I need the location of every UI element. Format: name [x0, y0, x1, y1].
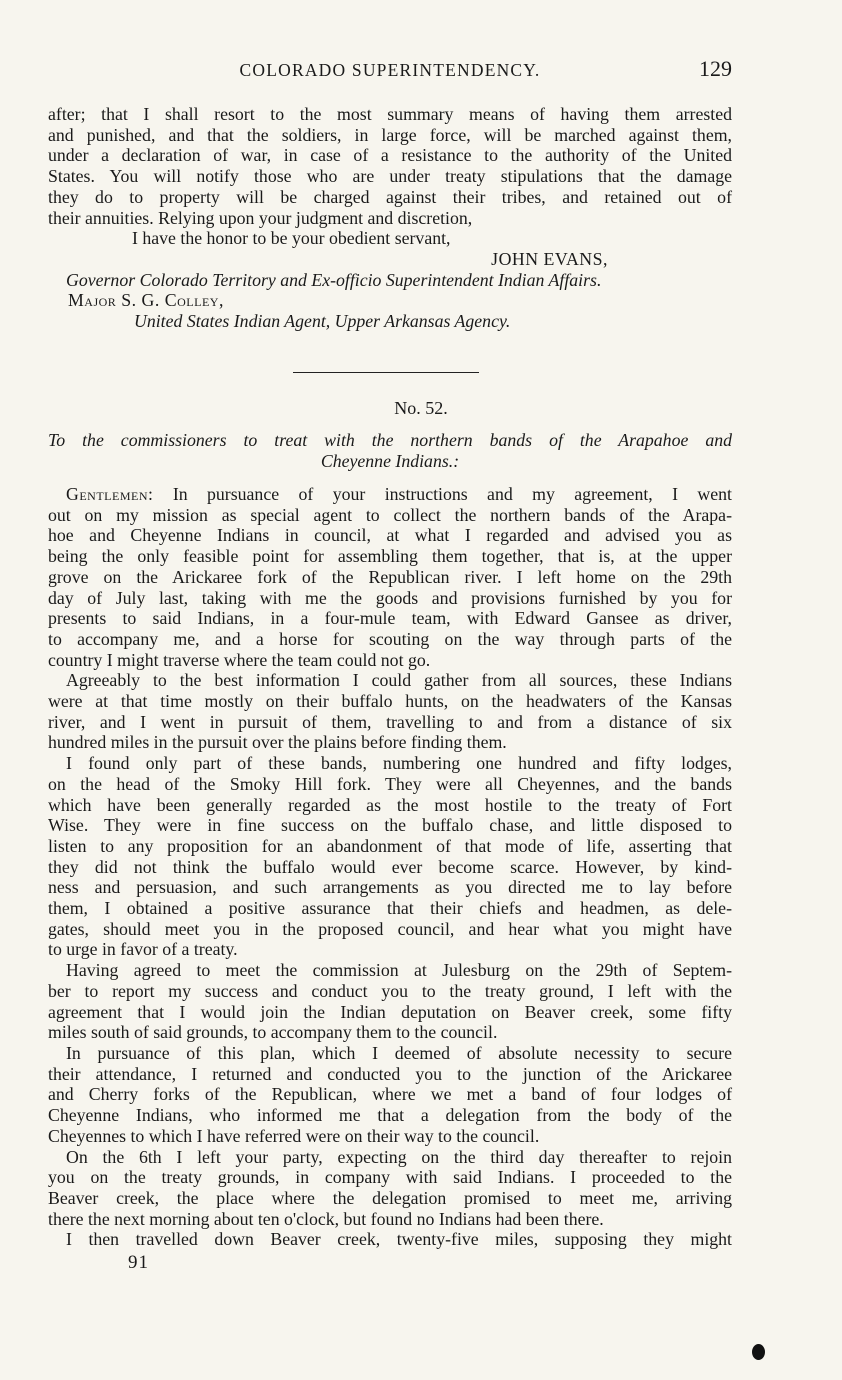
text-line: them, I obtained a positive assurance that their chiefs and headmen, as dele-: [48, 898, 732, 919]
text-line: were at that time mostly on their buffalo hunts, on the headwaters of the Kansas: [48, 691, 732, 712]
heading-line: To the commissioners to treat with the northern bands of the Arapahoe and: [48, 430, 732, 450]
text-line: out on my mission as special agent to collect the northern bands of the Arapa-: [48, 504, 732, 525]
page-header: [48, 58, 732, 84]
text-line: presents to said Indians, in a four-mule team, with Edward Gansee as driver,: [48, 608, 732, 629]
text-line: Cheyenne Indians, who informed me that a delegation from the body of the: [48, 1105, 732, 1126]
text-line: under a declaration of war, in case of a resistance to the authority of the United: [48, 145, 732, 166]
text-line: States. You will notify those who are under treaty stipulations that the damage: [48, 166, 732, 187]
section-divider: [293, 372, 479, 373]
text-line: Beaver creek, the place where the delegation promised to meet me, arriving: [48, 1187, 732, 1208]
text-line: hoe and Cheyenne Indians in council, at what I regarded and advised you as: [48, 525, 732, 546]
text-line: country I might traverse where the team could not go.: [48, 649, 431, 670]
text-line: Wise. They were in fine success on the buffalo chase, and little disposed to: [48, 815, 732, 836]
text-line: being the only feasible point for assembling them together, that is, at the upper: [48, 546, 732, 567]
text-line: to urge in favor of a treaty.: [48, 939, 238, 960]
text-line: to accompany me, and a horse for scouting on the way through parts of the: [48, 628, 732, 649]
printer-signature-mark: 91: [128, 1252, 149, 1273]
text-line: they did not think the buffalo would ever become scarce. However, by kind-: [48, 856, 732, 877]
text-line: there the next morning about ten o'clock, but found no Indians had been there.: [48, 1208, 604, 1229]
text-line: [48, 484, 732, 505]
text-line: you on the treaty grounds, in company with said Indians. I proceeded to the: [48, 1167, 732, 1188]
text-line: on the head of the Smoky Hill fork. They were all Cheyennes, and the bands: [48, 773, 732, 794]
addressee-title: United States Indian Agent, Upper Arkansas Agency.: [134, 311, 511, 332]
text-line: day of July last, taking with me the goods and provisions furnished by you for: [48, 587, 732, 608]
text-line: after; that I shall resort to the most summary means of having them arrested: [48, 104, 732, 124]
text-line: ber to report my success and conduct you to the treaty ground, I left with the: [48, 980, 732, 1001]
text-line: they do to property will be charged against their tribes, and retained out of: [48, 186, 732, 207]
page-number: 129: [699, 56, 732, 81]
text-line: In pursuance of this plan, which I deemed of absolute necessity to secure: [66, 1042, 732, 1063]
text-line: their annuities. Relying upon your judgment and discretion,: [48, 207, 473, 228]
running-head: COLORADO SUPERINTENDENCY.: [239, 60, 541, 80]
text-line: miles south of said grounds, to accompany them to the council.: [48, 1022, 498, 1043]
document-heading: [48, 430, 732, 471]
text-line: gates, should meet you in the proposed council, and hear what you might have: [48, 918, 732, 939]
heading-line: Cheyenne Indians.:: [320, 450, 460, 471]
text-line: their attendance, I returned and conducted you to the junction of the Arickaree: [48, 1063, 732, 1084]
signer-title: Governor Colorado Territory and Ex-officio Superintendent Indian Affairs.: [66, 269, 602, 290]
letter-closing-section: [48, 104, 732, 332]
text-line: grove on the Arickaree fork of the Republican river. I left home on the 29th: [48, 566, 732, 587]
addressee-name: Major S. G. Colley,: [68, 290, 224, 311]
text-line: and punished, and that the soldiers, in large force, will be marched against them,: [48, 124, 732, 145]
complimentary-close: I have the honor to be your obedient servant,: [132, 228, 451, 249]
text-line: I found only part of these bands, numbering one hundred and fifty lodges,: [66, 753, 732, 774]
text-line: I then travelled down Beaver creek, twenty-five miles, supposing they might: [66, 1229, 732, 1250]
text-line: On the 6th I left your party, expecting on the third day thereafter to rejoin: [66, 1146, 732, 1167]
text-line: which have been generally regarded as the most hostile to the treaty of Fort: [48, 794, 732, 815]
text-line: Having agreed to meet the commission at Julesburg on the 29th of Septem-: [66, 960, 732, 981]
salutation: Gentlemen:: [66, 484, 154, 504]
signer-name: JOHN EVANS,: [491, 248, 608, 269]
text-line: ness and persuasion, and such arrangements as you directed me to lay before: [48, 877, 732, 898]
text-line: hundred miles in the pursuit over the plains before finding them.: [48, 732, 507, 753]
text-line: and Cherry forks of the Republican, where we met a band of four lodges of: [48, 1084, 732, 1105]
text-run: In pursuance of your instructions and my agreement, I went: [172, 484, 732, 504]
ink-spot: [752, 1344, 765, 1360]
document-number: No. 52.: [394, 398, 448, 418]
text-line: Cheyennes to which I have referred were on their way to the council.: [48, 1125, 540, 1146]
text-line: Agreeably to the best information I could gather from all sources, these Indians: [66, 670, 732, 691]
text-line: river, and I went in pursuit of them, travelling to and from a distance of six: [48, 711, 732, 732]
document-body: [48, 484, 732, 1250]
text-line: listen to any proposition for an abandonment of that mode of life, asserting that: [48, 835, 732, 856]
text-line: agreement that I would join the Indian deputation on Beaver creek, some fifty: [48, 1001, 732, 1022]
